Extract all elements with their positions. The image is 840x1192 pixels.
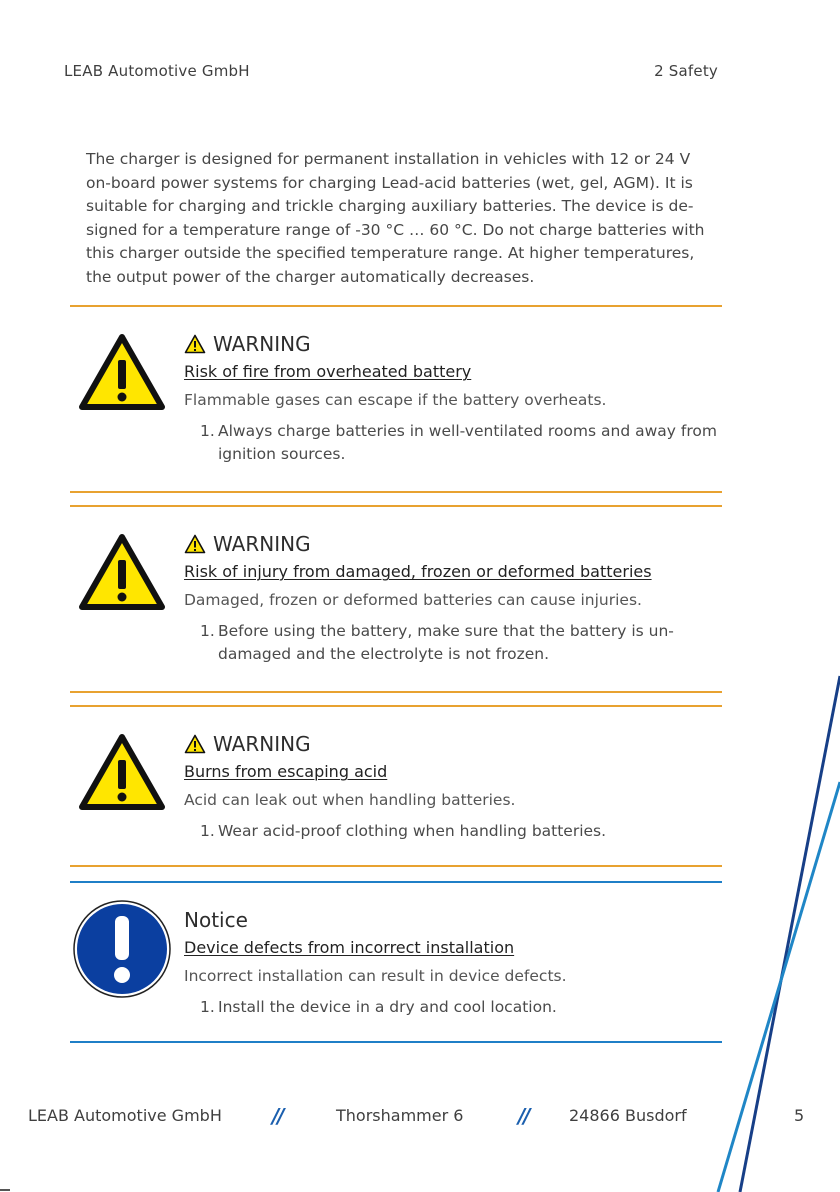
warning-label: WARNING (213, 332, 311, 356)
step-number: 1. (200, 998, 215, 1016)
step-text: Wear acid-proof clothing when handling batteries. (218, 822, 607, 840)
step-text: Always charge batteries in well-ventilated rooms and away from ignition sources. (218, 422, 717, 463)
step-number: 1. (200, 822, 215, 840)
step-number: 1. (200, 622, 215, 640)
step-number: 1. (200, 422, 215, 440)
notice-subtitle: Device defects from incorrect installation (184, 938, 515, 957)
page-number: 5 (794, 1106, 805, 1125)
footer-separator-1: // (272, 1104, 283, 1128)
warning-label: WARNING (213, 732, 311, 756)
step-text: Before using the battery, make sure that the battery is un-damaged and the electrolyte is not frozen. (218, 622, 674, 663)
header-company: LEAB Automotive GmbH (64, 62, 250, 80)
footer-separator-2: // (518, 1104, 529, 1128)
warning-subtitle: Burns from escaping acid (184, 762, 388, 781)
warning-subtitle: Risk of fire from overheated battery (184, 362, 472, 381)
warning-subtitle: Risk of injury from damaged, frozen or deformed batteries (184, 562, 652, 581)
step-text: Install the device in a dry and cool location. (218, 998, 557, 1016)
warning-description: Acid can leak out when handling batteries. (184, 791, 516, 809)
notice-description: Incorrect installation can result in device defects. (184, 967, 567, 985)
warning-description: Flammable gases can escape if the battery overheats. (184, 391, 607, 409)
notice-label: Notice (184, 908, 248, 932)
footer-city: 24866 Busdorf (569, 1106, 687, 1125)
warning-label: WARNING (213, 532, 311, 556)
footer-street: Thorshammer 6 (336, 1106, 464, 1125)
warning-description: Damaged, frozen or deformed batteries can cause injuries. (184, 591, 642, 609)
header-section: 2 Safety (654, 62, 718, 80)
intro-paragraph: The charger is designed for permanent installation in vehicles with 12 or 24 V on-board power systems for charging Lead-acid batteries (wet, gel, AGM). It is suitable for charging and trickle charging auxiliary batteries. The device is de-signed for a temperature range of -30 °C … 60 °C. Do not charge batteries with this charger outside the specified temperature range. At higher temperatures, the output power of the charger automatically decreases. (86, 150, 705, 286)
footer-company: LEAB Automotive GmbH (28, 1106, 222, 1125)
